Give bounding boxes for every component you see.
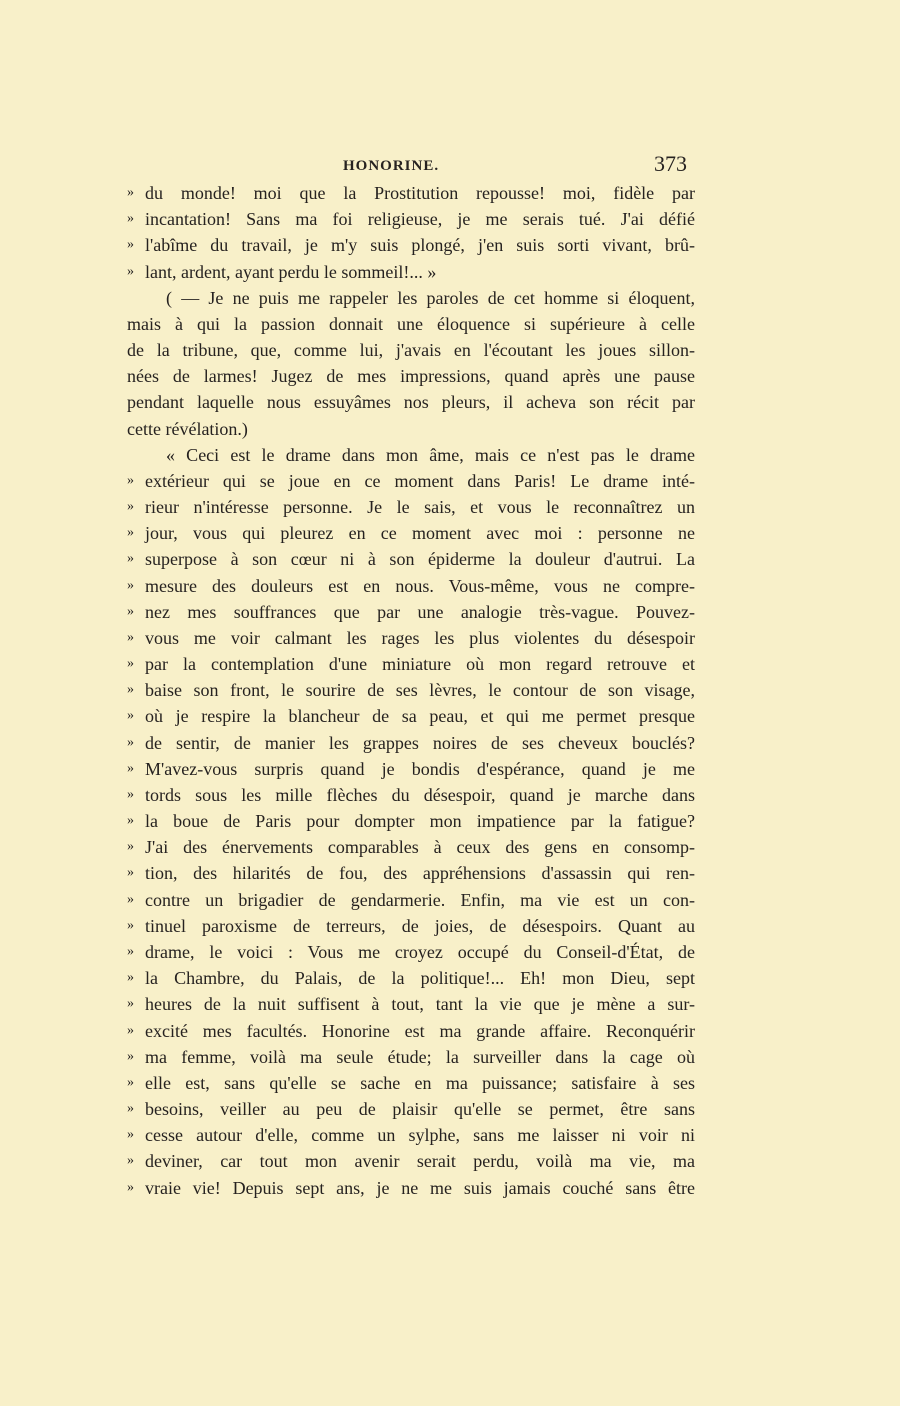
- text-line: [127, 1070, 695, 1096]
- page-number: 373: [654, 151, 687, 176]
- quote-marker: [127, 442, 145, 468]
- quote-marker: »: [127, 996, 134, 1012]
- line-text: J'ai des énervements comparables à ceux des gens en consomp-: [145, 837, 695, 858]
- text-line: [127, 939, 695, 965]
- text-line: [127, 232, 695, 258]
- quote-marker: »: [127, 1022, 134, 1038]
- quote-marker: »: [127, 943, 134, 959]
- quote-marker: »: [127, 603, 134, 619]
- text-line: [127, 311, 695, 337]
- quote-marker: »: [127, 891, 134, 907]
- text-line: [127, 206, 695, 232]
- line-text: où je respire la blancheur de sa peau, et qui me permet presque: [145, 706, 695, 727]
- line-text: M'avez-vous surpris quand je bondis d'espérance, quand je me: [145, 758, 695, 779]
- body-text: [127, 180, 695, 1201]
- quote-marker: »: [127, 760, 134, 776]
- quote-marker: »: [127, 970, 134, 986]
- line-text: l'abîme du travail, je m'y suis plongé, j'en suis sorti vivant, brû-: [145, 235, 695, 256]
- line-text: tords sous les mille flèches du désespoir, quand je marche dans: [145, 784, 695, 805]
- quote-marker: »: [127, 839, 134, 855]
- text-line: [127, 285, 695, 311]
- line-text: jour, vous qui pleurez en ce moment avec moi : personne ne: [145, 523, 695, 544]
- line-text: mesure des douleurs est en nous. Vous-même, vous ne compre-: [145, 575, 695, 596]
- text-line: [127, 782, 695, 808]
- quote-marker: »: [127, 237, 134, 253]
- text-line: [127, 913, 695, 939]
- text-line: [127, 677, 695, 703]
- quote-marker: »: [127, 629, 134, 645]
- text-line: [127, 468, 695, 494]
- text-line: [127, 1175, 695, 1201]
- text-line: [127, 520, 695, 546]
- line-text: vraie vie! Depuis sept ans, je ne me suis jamais couché sans être: [145, 1177, 695, 1198]
- line-text: rieur n'intéresse personne. Je le sais, et vous le reconnaîtrez un: [145, 497, 695, 518]
- quote-marker: »: [127, 263, 134, 279]
- quote-marker: »: [127, 813, 134, 829]
- quote-marker: »: [127, 682, 134, 698]
- text-line: [127, 991, 695, 1017]
- line-text: ma femme, voilà ma seule étude; la surveiller dans la cage où: [145, 1046, 695, 1067]
- text-line: [127, 599, 695, 625]
- text-line: [127, 1148, 695, 1174]
- line-text: excité mes facultés. Honorine est ma grande affaire. Reconquérir: [145, 1020, 695, 1041]
- text-line: [127, 834, 695, 860]
- line-text: superpose à son cœur ni à son épiderme la douleur d'autrui. La: [145, 549, 695, 570]
- line-text: contre un brigadier de gendarmerie. Enfin, ma vie est un con-: [145, 889, 695, 910]
- line-text: cesse autour d'elle, comme un sylphe, sans me laisser ni voir ni: [145, 1125, 695, 1146]
- line-text: la Chambre, du Palais, de la politique!... Eh! mon Dieu, sept: [145, 968, 695, 989]
- quote-marker: »: [127, 917, 134, 933]
- line-text: lant, ardent, ayant perdu le sommeil!... »: [145, 261, 437, 282]
- text-line: [127, 494, 695, 520]
- text-line: [127, 1096, 695, 1122]
- line-text: « Ceci est le drame dans mon âme, mais ce n'est pas le drame: [166, 444, 695, 465]
- line-text: la boue de Paris pour dompter mon impatience par la fatigue?: [145, 811, 695, 832]
- text-line: [127, 625, 695, 651]
- text-line: [127, 730, 695, 756]
- line-text: elle est, sans qu'elle se sache en ma puissance; satisfaire à ses: [145, 1072, 695, 1093]
- line-text: incantation! Sans ma foi religieuse, je me serais tué. J'ai défié: [145, 209, 695, 230]
- quote-marker: »: [127, 1153, 134, 1169]
- quote-marker: »: [127, 734, 134, 750]
- line-text: du monde! moi que la Prostitution repousse! moi, fidèle par: [145, 183, 695, 203]
- quote-marker: »: [127, 1048, 134, 1064]
- text-line: [127, 1044, 695, 1070]
- text-line: [127, 337, 695, 363]
- quote-marker: »: [127, 211, 134, 227]
- text-line: [127, 756, 695, 782]
- text-line: [127, 416, 695, 442]
- text-line: [127, 573, 695, 599]
- line-text: tion, des hilarités de fou, des appréhensions d'assassin qui ren-: [145, 863, 695, 884]
- line-text: pendant laquelle nous essuyâmes nos pleurs, il acheva son récit par: [127, 392, 695, 413]
- quote-marker: »: [127, 472, 134, 488]
- text-line: [127, 703, 695, 729]
- quote-marker: »: [127, 1101, 134, 1117]
- quote-marker: »: [127, 1127, 134, 1143]
- text-line: [127, 860, 695, 886]
- line-text: mais à qui la passion donnait une éloquence si supérieure à celle: [127, 313, 695, 334]
- quote-marker: »: [127, 1074, 134, 1090]
- text-line: [127, 180, 695, 206]
- text-line: [127, 1122, 695, 1148]
- line-text: cette révélation.): [127, 418, 248, 439]
- quote-marker: »: [127, 656, 134, 672]
- quote-marker: »: [127, 865, 134, 881]
- line-text: nez mes souffrances que par une analogie très-vague. Pouvez-: [145, 601, 695, 622]
- line-text: drame, le voici : Vous me croyez occupé du Conseil-d'État, de: [145, 941, 695, 962]
- line-text: baise son front, le sourire de ses lèvres, le contour de son visage,: [145, 680, 695, 701]
- quote-marker: »: [127, 786, 134, 802]
- quote-marker: »: [127, 551, 134, 567]
- line-text: besoins, veiller au peu de plaisir qu'elle se permet, être sans: [145, 1099, 695, 1120]
- quote-marker: »: [127, 708, 134, 724]
- quote-marker: »: [127, 525, 134, 541]
- quote-marker: »: [127, 1179, 134, 1195]
- text-line: [127, 259, 695, 285]
- line-text: par la contemplation d'une miniature où mon regard retrouve et: [145, 654, 695, 675]
- quote-marker: »: [127, 499, 134, 515]
- text-line: [127, 363, 695, 389]
- line-text: deviner, car tout mon avenir serait perdu, voilà ma vie, ma: [145, 1151, 695, 1172]
- line-text: tinuel paroxisme de terreurs, de joies, de désespoirs. Quant au: [145, 915, 695, 936]
- text-line: [127, 808, 695, 834]
- quote-marker: »: [127, 185, 134, 200]
- text-line: [127, 965, 695, 991]
- text-line: [127, 442, 695, 468]
- text-line: [127, 389, 695, 415]
- quote-marker: [127, 285, 145, 311]
- line-text: nées de larmes! Jugez de mes impressions, quand après une pause: [127, 366, 695, 387]
- text-line: [127, 546, 695, 572]
- line-text: ( — Je ne puis me rappeler les paroles de cet homme si éloquent,: [166, 287, 695, 308]
- text-line: [127, 1018, 695, 1044]
- text-line: [127, 887, 695, 913]
- running-head-title: HONORINE.: [343, 158, 440, 174]
- quote-marker: »: [127, 577, 134, 593]
- line-text: vous me voir calmant les rages les plus violentes du désespoir: [145, 627, 695, 648]
- line-text: de sentir, de manier les grappes noires de ses cheveux bouclés?: [145, 732, 695, 753]
- line-text: heures de la nuit suffisent à tout, tant la vie que je mène a sur-: [145, 994, 695, 1015]
- line-text: extérieur qui se joue en ce moment dans Paris! Le drame inté-: [145, 470, 695, 491]
- line-text: de la tribune, que, comme lui, j'avais en l'écoutant les joues sillon-: [127, 340, 695, 361]
- text-line: [127, 651, 695, 677]
